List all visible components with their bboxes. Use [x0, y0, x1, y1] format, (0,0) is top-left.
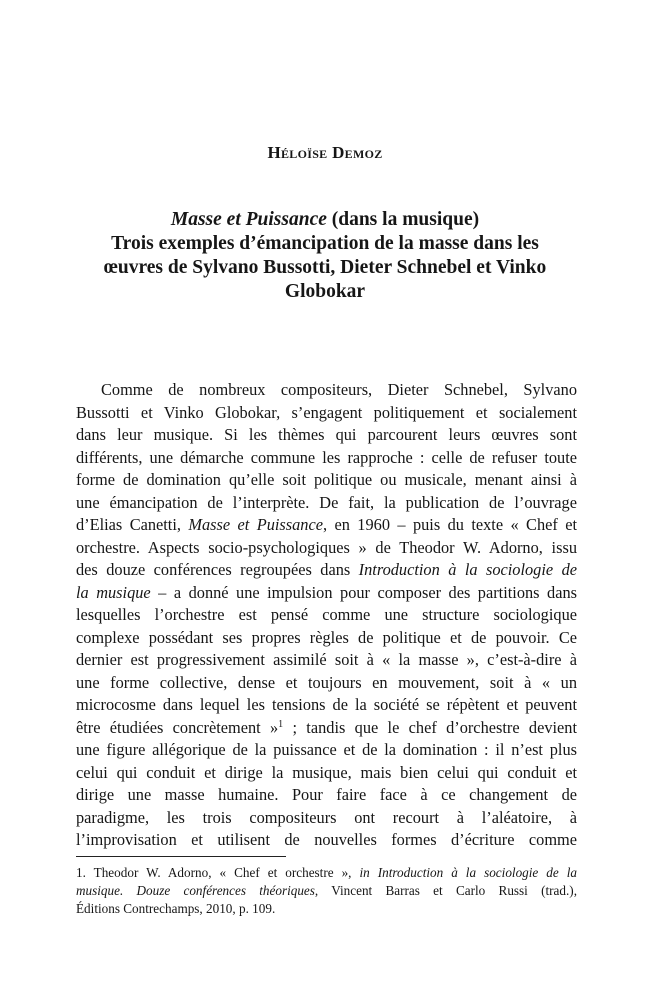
- body-line: [76, 514, 577, 537]
- title-line-1: [70, 208, 580, 232]
- body-line: dernier est progressivement assimilé soit à « la masse », c’est-à-dire à: [76, 650, 577, 669]
- title-line-3: œuvres de Sylvano Bussotti, Dieter Schnebel et Vinko: [103, 257, 547, 278]
- body-line: [76, 717, 577, 740]
- footnote-text-segment: 1. Theodor W. Adorno, « Chef et orchestre »,: [76, 865, 360, 880]
- footnote-book-title: in Introduction à la sociologie de la: [359, 865, 577, 880]
- body-line: forme de domination qu’elle soit politique ou musicale, menant ainsi à: [76, 470, 577, 489]
- body-line: complexe possédant ses propres règles de politique et de pouvoir. Ce: [76, 627, 577, 647]
- body-line: dans leur musique. Si les thèmes qui parcourent leurs œuvres sont: [76, 425, 577, 444]
- author-first-initial: H: [267, 143, 281, 162]
- body-text-segment: d’Elias Canetti,: [76, 515, 189, 534]
- author-name: [0, 143, 650, 163]
- body-line: une figure allégorique de la puissance et de la domination : il n’est plus: [76, 740, 577, 759]
- author-last-rest: emoz: [344, 143, 383, 162]
- body-line: lesquelles l’orchestre est pensé comme une structure sociologique: [76, 605, 577, 624]
- title-line-1-rest: (dans la musique): [326, 209, 480, 230]
- body-line: l’improvisation et utilisent de nouvelles formes d’écriture comme: [76, 830, 577, 849]
- book-title-adorno-cont: la musique: [76, 582, 151, 602]
- body-text-segment: des douze conférences regroupées dans: [76, 560, 359, 579]
- body-line: paradigme, les trois compositeurs ont recourt à l’aléatoire, à: [76, 807, 577, 827]
- title-italic: Masse et Puissance: [170, 209, 327, 230]
- footnote-line: Éditions Contrechamps, 2010, p. 109.: [76, 901, 276, 916]
- footnote-separator: [76, 856, 286, 857]
- body-paragraph: [76, 379, 577, 852]
- body-line: orchestre. Aspects socio-psychologiques » de Theodor W. Adorno, issu: [76, 537, 577, 557]
- body-text-segment: être étudiées concrètement »: [76, 717, 279, 737]
- body-text-segment: , en 1960 – puis du texte « Chef et: [323, 515, 578, 534]
- title-line-4: Globokar: [284, 281, 366, 302]
- footnote-line: [76, 882, 577, 900]
- footnote-book-title-cont: musique. Douze conférences théoriques: [76, 883, 315, 898]
- body-line: différents, une démarche commune les rapproche : celle de refuser toute: [76, 447, 577, 467]
- author-first-rest: éloïse: [281, 143, 328, 162]
- body-line: dirige une masse humaine. Pour faire face à ce changement de: [76, 785, 577, 804]
- body-line: celui qui conduit et dirige la musique, mais bien celui qui conduit et: [76, 762, 577, 782]
- body-line: une émancipation de l’interprète. De fait, la publication de l’ouvrage: [76, 492, 577, 512]
- body-text-segment: – a donné une impulsion pour composer des partitions dans: [150, 582, 577, 602]
- body-line: microcosme dans lequel les tensions de la société se répètent et peuvent: [76, 695, 577, 714]
- footnote: [76, 864, 577, 918]
- footnote-text-segment: , Vincent Barras et Carlo Russi (trad.),: [314, 883, 577, 898]
- book-title-canetti: Masse et Puissance: [188, 515, 323, 534]
- body-line: Bussotti et Vinko Globokar, s’engagent politiquement et socialement: [76, 402, 577, 422]
- footnote-reference[interactable]: 1: [278, 718, 284, 730]
- author-last-initial: D: [332, 143, 345, 162]
- body-line: [76, 582, 577, 605]
- body-line: [76, 559, 577, 582]
- footnote-line: [76, 864, 577, 882]
- book-title-adorno: Introduction à la sociologie de: [358, 560, 577, 579]
- body-line: Comme de nombreux compositeurs, Dieter Schnebel, Sylvano: [101, 380, 577, 399]
- article-title: [70, 208, 580, 304]
- body-text-segment: ; tandis que le chef d’orchestre devient: [283, 717, 577, 737]
- body-line: une forme collective, dense et toujours en mouvement, soit à « un: [76, 672, 577, 692]
- title-line-2: Trois exemples d’émancipation de la masse dans les: [111, 233, 539, 254]
